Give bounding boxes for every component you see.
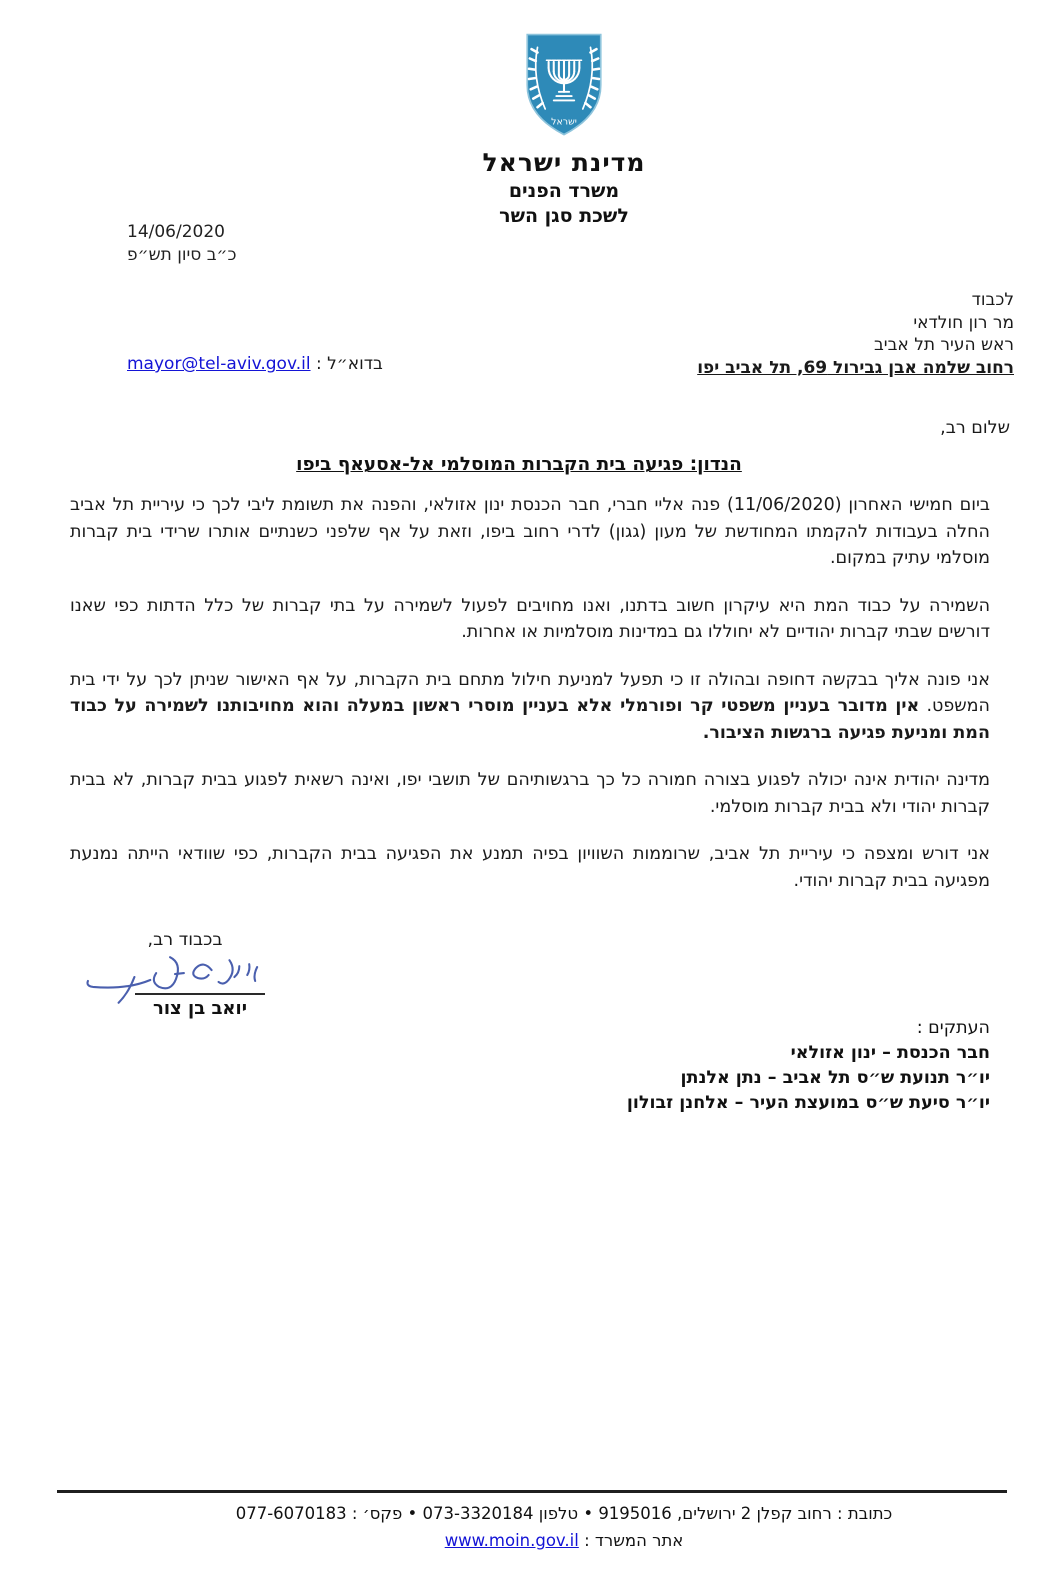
paragraph-3 [70,667,990,747]
addressee-salutation: לכבוד [971,290,1014,310]
addressee-title: ראש העיר תל אביב [873,335,1014,355]
israel-emblem-icon [517,30,611,144]
date-gregorian: 14/06/2020 [127,222,225,242]
signer-name: יואב בן צור [135,993,265,1019]
emblem-caption: ישראל [551,116,577,128]
paragraph-3-normal: אני פונה אליך בבקשה דחופה ובהולה זו כי תפעל למניעת חילול מתחם בית הקברות, על אף האישור שניתן לכך על ידי בית המשפט. [70,669,990,716]
paragraph-5: אני דורש ומצפה כי עיריית תל אביב, שרוממות השוויון בפיה תמנע את הפגיעה בבית הקברות, כפי שוודאי הייתה נמנעת מפגיעה בבית קברות יהודי. [70,844,990,891]
org-name: מדינת ישראל [482,148,646,177]
addressee-address: רחוב שלמה אבן גבירול 69, תל אביב יפו [697,357,1014,378]
paragraph-1: ביום חמישי האחרון (11/06/2020) פנה אליי חברי, חבר הכנסת ינון אזולאי, והפנה את תשומת ליבי לכך כי עיריית תל אביב החלה בעבודות להקמתו המחודשת של מעון (גגון) לדרי רחוב ביפו, וזאת על אף שלפני כשנתיים אותרו שרידי בית קברות מוסלמי עתיק במקום. [70,495,990,568]
letter-body [70,492,990,915]
footer-contact-line: כתובת : רחוב קפלן 2 ירושלים, 9195016 • טלפון 073-3320184 • פקס׳ : 077-6070183 [235,1504,893,1523]
copies-block [627,1016,990,1116]
email-label: בדוא״ל : [315,354,383,374]
valediction: בכבוד רב, [147,930,223,950]
paragraph-2: השמירה על כבוד המת היא עיקרון חשוב בדתנו, ואנו מחויבים לפעול לשמירה על בתי קברות של כלל הדתות כפי שאנו דורשים שבתי קברות יהודיים לא יחוללו גם במדינות מוסלמיות או אחרות. [70,595,990,642]
copies-item: יו״ר סיעת ש״ס במועצת העיר – אלחנן זבולון [626,1093,990,1113]
subject-text: הנדון: פגיעה בית הקברות המוסלמי אל-אסעאף ביפו [296,454,742,475]
subject-line [0,454,1038,475]
greeting: שלום רב, [940,418,1010,438]
closing-block [95,930,275,1019]
footer-divider [57,1490,1007,1493]
addressee-block [697,289,1014,379]
email-link[interactable]: mayor@tel-aviv.gov.il [127,354,311,374]
letterhead [66,30,1062,227]
copies-label: העתקים : [916,1018,990,1038]
paragraph-3-bold: אין מדובר בעניין משפטי קר ופורמלי אלא בעניין מוסרי ראשון במעלה והוא מחויבותנו לשמירה על כבוד המת ומניעת פגיעה ברגשות הציבור. [70,696,990,743]
addressee-name: מר רון חולדאי [913,312,1014,333]
org-office: לשכת סגן השר [499,205,629,227]
copies-item: חבר הכנסת – ינון אזולאי [790,1043,990,1063]
paragraph-4: מדינה יהודית אינה יכולה לפגוע בצורה חמורה כל כך ברגשותיהם של תושבי יפו, ואינה רשאית לפגוע בבית קברות, לא בבית קברות יהודי ולא בבית קברות מוסלמי. [70,770,990,817]
org-ministry: משרד הפנים [508,180,620,202]
email-line [127,354,383,374]
footer [66,1500,1062,1554]
footer-site-link[interactable]: www.moin.gov.il [444,1531,579,1550]
date-hebrew: כ״ב סיון תש״פ [127,245,237,265]
footer-site-label: אתר המשרד : [584,1531,684,1550]
footer-site-line [66,1527,1062,1554]
copies-item: יו״ר תנועת ש״ס תל אביב – נתן אלנתן [680,1068,990,1088]
date-block [127,221,236,267]
